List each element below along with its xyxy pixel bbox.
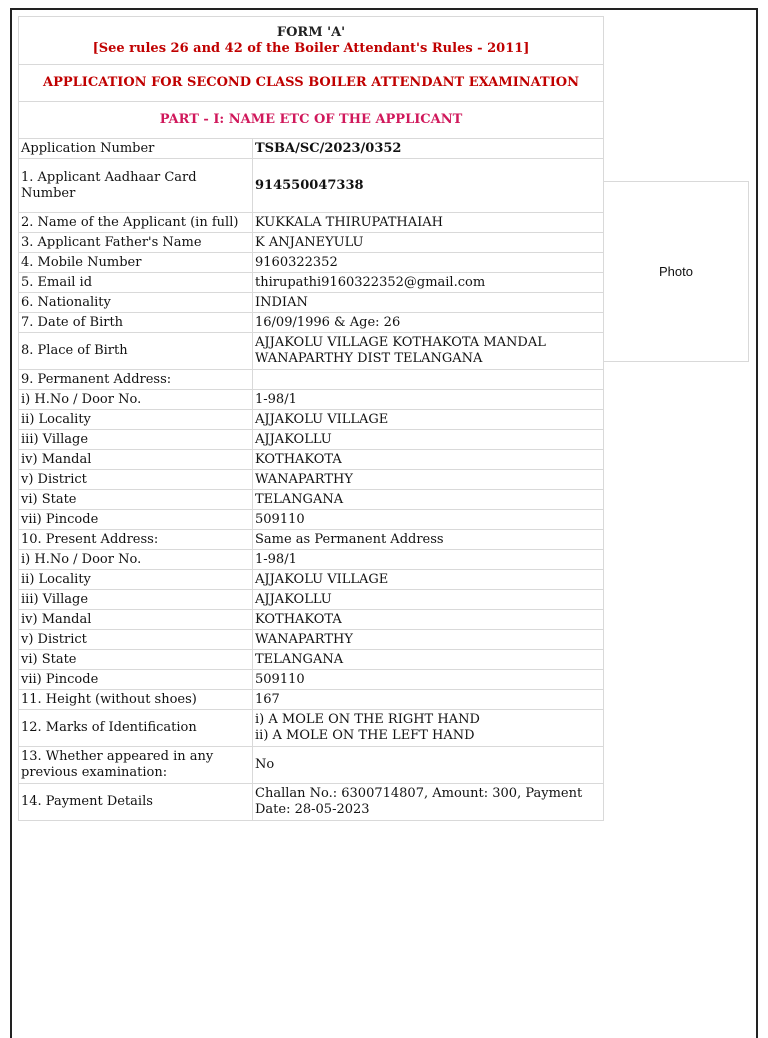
field-value: TELANGANA (253, 650, 604, 670)
address-row (19, 470, 604, 490)
payment-row (19, 784, 604, 821)
field-label: vi) State (19, 650, 253, 670)
application-title-row (19, 65, 604, 102)
field-value: AJJAKOLLU (253, 590, 604, 610)
application-number-value: TSBA/SC/2023/0352 (253, 139, 604, 159)
marks-value (253, 710, 604, 747)
field-value: 509110 (253, 670, 604, 690)
mobile-value: 9160322352 (253, 253, 604, 273)
field-label: v) District (19, 470, 253, 490)
address-row (19, 510, 604, 530)
field-label: 2. Name of the Applicant (in full) (19, 213, 253, 233)
field-value: 509110 (253, 510, 604, 530)
address-row (19, 590, 604, 610)
field-label: vi) State (19, 490, 253, 510)
field-label: ii) Locality (19, 570, 253, 590)
application-number-row (19, 139, 604, 159)
field-value: 1-98/1 (253, 550, 604, 570)
height-row (19, 690, 604, 710)
field-label: 8. Place of Birth (19, 333, 253, 370)
field-label: iv) Mandal (19, 610, 253, 630)
field-value: KOTHAKOTA (253, 450, 604, 470)
marks-line-1: i) A MOLE ON THE RIGHT HAND (255, 712, 480, 727)
field-value: AJJAKOLU VILLAGE (253, 570, 604, 590)
field-value: AJJAKOLU VILLAGE (253, 410, 604, 430)
field-label: 12. Marks of Identification (19, 710, 253, 747)
previous-exam-value: No (253, 747, 604, 784)
payment-line-1: Challan No.: 6300714807, Amount: 300, Payment (255, 786, 583, 801)
field-value: KOTHAKOTA (253, 610, 604, 630)
payment-value (253, 784, 604, 821)
field-label: 3. Applicant Father's Name (19, 233, 253, 253)
mobile-row (19, 253, 604, 273)
email-row (19, 273, 604, 293)
field-label: 6. Nationality (19, 293, 253, 313)
dob-row (19, 313, 604, 333)
dob-value: 16/09/1996 & Age: 26 (253, 313, 604, 333)
aadhaar-row (19, 159, 604, 213)
rules-note: [See rules 26 and 42 of the Boiler Attendant's Rules - 2011] (92, 40, 530, 56)
address-row (19, 670, 604, 690)
permanent-address-label: 9. Permanent Address: (19, 370, 253, 390)
field-label: i) H.No / Door No. (19, 550, 253, 570)
address-row (19, 570, 604, 590)
address-row (19, 490, 604, 510)
previous-exam-label (19, 747, 253, 784)
place-of-birth-line-2: WANAPARTHY DIST TELANGANA (255, 351, 483, 366)
field-label: v) District (19, 630, 253, 650)
application-title: APPLICATION FOR SECOND CLASS BOILER ATTENDANT EXAMINATION (19, 65, 604, 102)
present-address-heading-row (19, 530, 604, 550)
name-row (19, 213, 604, 233)
nationality-value: INDIAN (253, 293, 604, 313)
form-header-row (19, 17, 604, 65)
email-value: thirupathi9160322352@gmail.com (253, 273, 604, 293)
father-name-row (19, 233, 604, 253)
field-value: WANAPARTHY (253, 470, 604, 490)
address-row (19, 450, 604, 470)
present-address-label: 10. Present Address: (19, 530, 253, 550)
application-form-table (18, 16, 604, 821)
marks-line-2: ii) A MOLE ON THE LEFT HAND (255, 728, 475, 743)
field-label: vii) Pincode (19, 670, 253, 690)
payment-line-2: Date: 28-05-2023 (255, 802, 370, 817)
address-row (19, 630, 604, 650)
field-value: 1-98/1 (253, 390, 604, 410)
field-value: AJJAKOLLU (253, 430, 604, 450)
field-label: 4. Mobile Number (19, 253, 253, 273)
address-row (19, 430, 604, 450)
field-label: 7. Date of Birth (19, 313, 253, 333)
form-title: FORM 'A' (276, 24, 346, 40)
field-label: Application Number (19, 139, 253, 159)
field-label: vii) Pincode (19, 510, 253, 530)
permanent-address-heading-row (19, 370, 604, 390)
address-row (19, 550, 604, 570)
field-label: iii) Village (19, 590, 253, 610)
aadhaar-value: 914550047338 (253, 159, 604, 213)
field-label: i) H.No / Door No. (19, 390, 253, 410)
address-row (19, 610, 604, 630)
address-row (19, 410, 604, 430)
nationality-row (19, 293, 604, 313)
field-label: iii) Village (19, 430, 253, 450)
photo-label: Photo (659, 264, 693, 279)
form-header-cell (19, 17, 604, 65)
field-value: TELANGANA (253, 490, 604, 510)
field-label: 1. Applicant Aadhaar Card Number (19, 159, 253, 213)
field-value: WANAPARTHY (253, 630, 604, 650)
name-value: KUKKALA THIRUPATHAIAH (253, 213, 604, 233)
height-value: 167 (253, 690, 604, 710)
present-address-value: Same as Permanent Address (253, 530, 604, 550)
father-name-value: K ANJANEYULU (253, 233, 604, 253)
field-label: ii) Locality (19, 410, 253, 430)
previous-exam-row (19, 747, 604, 784)
field-label: iv) Mandal (19, 450, 253, 470)
part-title: PART - I: NAME ETC OF THE APPLICANT (19, 102, 604, 139)
empty-cell (253, 370, 604, 390)
place-of-birth-value (253, 333, 604, 370)
field-label: 5. Email id (19, 273, 253, 293)
photo-box (603, 181, 749, 362)
part-title-row (19, 102, 604, 139)
field-label: 11. Height (without shoes) (19, 690, 253, 710)
place-of-birth-row (19, 333, 604, 370)
field-label: 14. Payment Details (19, 784, 253, 821)
marks-row (19, 710, 604, 747)
place-of-birth-line-1: AJJAKOLU VILLAGE KOTHAKOTA MANDAL (255, 335, 546, 350)
address-row (19, 650, 604, 670)
address-row (19, 390, 604, 410)
previous-exam-label-line-1: 13. Whether appeared in any (21, 749, 214, 764)
previous-exam-label-line-2: previous examination: (21, 765, 168, 780)
